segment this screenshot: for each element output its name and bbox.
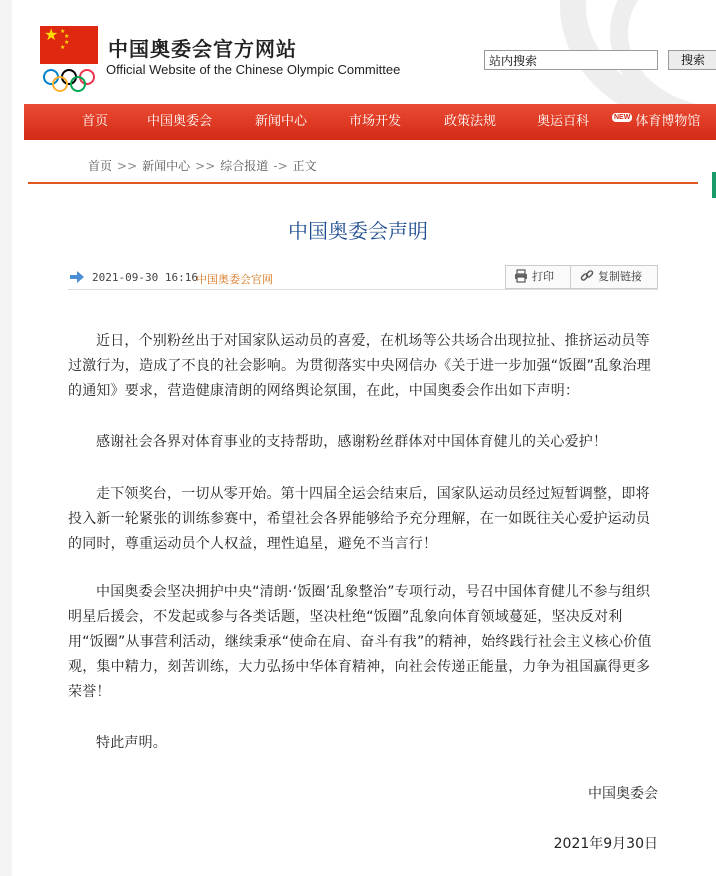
search-input[interactable]: [484, 50, 658, 70]
link-icon: [580, 269, 594, 283]
nav-item-policy[interactable]: 政策法规: [444, 114, 497, 129]
olympic-rings-icon: [42, 68, 96, 94]
article-paragraph: 走下领奖台，一切从零开始。第十四届全运会结束后，国家队运动员经过短暂调整，即将投入新一轮紧张的训练参赛中，希望社会各界能够给予充分理解，在一如既往关心爱护运动员的同时，尊重运动员个人权益，理性追星，避免不当言行！: [68, 486, 651, 552]
nav-item-museum[interactable]: [612, 104, 700, 140]
china-flag-icon: ★ ★ ★ ★ ★: [40, 26, 98, 64]
copy-link-label: 复制链接: [598, 270, 642, 283]
site-title-cn: 中国奥委会官方网站: [108, 37, 297, 61]
toolbar-divider: [570, 266, 571, 288]
side-scroll-marker: [712, 172, 716, 198]
breadcrumb: [88, 157, 317, 174]
sign-date: 2021年9月30日: [553, 836, 658, 852]
breadcrumb-separator: >>: [117, 159, 138, 173]
new-badge: NEW: [614, 114, 631, 121]
article-title: 中国奥委会声明: [288, 219, 428, 243]
nav-item-home[interactable]: 首页: [82, 114, 109, 129]
meta-divider: [68, 289, 658, 290]
nav-item-coc[interactable]: 中国奥委会: [147, 114, 213, 129]
article-source[interactable]: 中国奥委会官网: [196, 273, 273, 286]
breadcrumb-current: 正文: [292, 159, 317, 173]
article-date: 2021-09-30 16:16: [92, 271, 198, 284]
article-paragraph: 特此声明。: [96, 735, 167, 751]
print-button[interactable]: [514, 266, 554, 288]
article-paragraph: 感谢社会各界对体育事业的支持帮助，感谢粉丝群体对中国体育健儿的关心爱护！: [96, 434, 608, 450]
breadcrumb-divider: [28, 182, 698, 184]
breadcrumb-separator: ->: [273, 159, 288, 173]
nav-item-museum-label: 体育博物馆: [635, 114, 701, 129]
search-button[interactable]: 搜索: [668, 50, 716, 70]
article-paragraph: 近日，个别粉丝出于对国家队运动员的喜爱，在机场等公共场合出现拉扯、推挤运动员等过激行为，造成了不良的社会影响。为贯彻落实中央网信办《关于进一步加强“饭圈”乱象治理的通知》要求，营造健康清朗的网络舆论氛围，在此，中国奥委会作出如下声明：: [68, 333, 651, 399]
breadcrumb-separator: >>: [195, 159, 216, 173]
copy-link-button[interactable]: [580, 266, 642, 288]
main-nav: [24, 104, 716, 140]
breadcrumb-news[interactable]: 新闻中心: [142, 159, 191, 173]
print-label: 打印: [532, 270, 554, 283]
printer-icon: [514, 269, 528, 283]
nav-item-marketing[interactable]: 市场开发: [349, 114, 402, 129]
breadcrumb-home[interactable]: 首页: [88, 159, 113, 173]
nav-item-encyclopedia[interactable]: 奥运百科: [537, 114, 590, 129]
article-toolbar: [505, 265, 658, 289]
signature: 中国奥委会: [588, 786, 658, 802]
arrow-right-icon: [70, 271, 84, 283]
nav-item-news[interactable]: 新闻中心: [255, 114, 308, 129]
coc-logo[interactable]: [40, 26, 98, 94]
breadcrumb-reports[interactable]: 综合报道: [220, 159, 269, 173]
article-paragraph: 中国奥委会坚决拥护中央“清朗·‘饭圈’乱象整治”专项行动，号召中国体育健儿不参与组织明星后援会，不发起或参与各类话题，坚决杜绝“饭圈”乱象向体育领域蔓延，坚决反对利用“饭圈”从事营利活动，继续秉承“使命在肩、奋斗有我”的精神，始终践行社会主义核心价值观，集中精力，刻苦训练，大力弘扬中华体育精神，向社会传递正能量，力争为祖国赢得更多荣誉！: [68, 584, 652, 700]
site-title-en: Official Website of the Chinese Olympic Committee: [106, 62, 401, 77]
